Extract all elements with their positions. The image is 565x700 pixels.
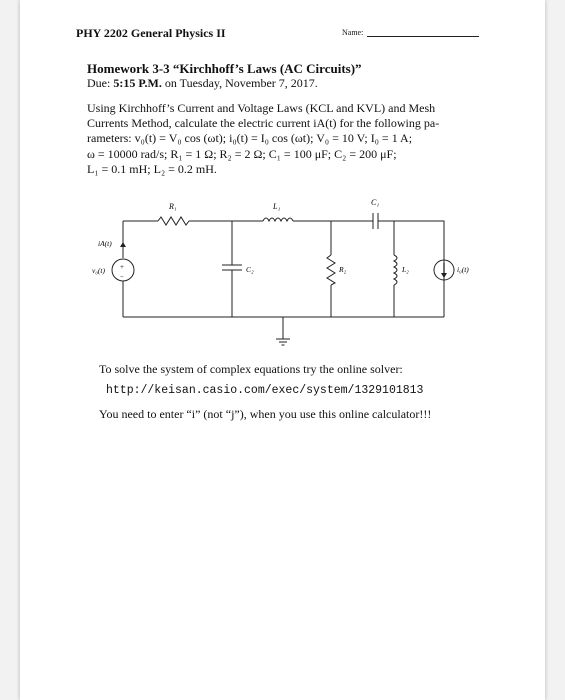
- course-header: PHY 2202 General Physics II: [76, 26, 226, 40]
- problem-line-4: ω = 10000 rad/s; R₁ = 1 Ω; R₂ = 2 Ω; C₁ = 100 μF; C₂ = 200 μF;: [87, 146, 397, 161]
- name-underline: [367, 27, 479, 37]
- problem-line-3: rameters: v₀(t) = V₀ cos (ωt); i₀(t) = I₀ cos (ωt); V₀ = 10 V; I₀ = 1 A;: [87, 131, 413, 146]
- label-l2: L₂: [402, 265, 409, 274]
- resistor-r1: [158, 217, 189, 225]
- label-c2: C₂: [246, 265, 254, 274]
- due-time: 5:15 P.M.: [113, 76, 162, 90]
- inductor-l1: [263, 218, 293, 221]
- label-ia: iA(t): [98, 239, 112, 248]
- label-v0: v₀(t): [92, 266, 106, 275]
- problem-line-1: Using Kirchhoff’s Current and Voltage Laws (KCL and KVL) and Mesh: [87, 101, 436, 115]
- solver-instructions: To solve the system of complex equations try the online solver:: [99, 362, 403, 376]
- current-source-arrowhead: [441, 273, 447, 278]
- label-r2: R₂: [339, 265, 347, 274]
- problem-line-2: Currents Method, calculate the electric current iA(t) for the following pa-: [87, 116, 440, 131]
- resistor-r2: [327, 255, 335, 285]
- calculator-note: You need to enter “i” (not “j”), when you use this online calculator!!!: [99, 407, 432, 421]
- problem-line-5: L₁ = 0.1 mH; L₂ = 0.2 mH.: [87, 161, 217, 176]
- name-label: Name:: [342, 28, 364, 37]
- label-i0: i₀(t): [457, 265, 469, 274]
- inductor-l2: [394, 255, 397, 285]
- current-arrow-ia: [120, 242, 126, 247]
- due-date: on Tuesday, November 7, 2017.: [164, 76, 318, 90]
- label-r1: R₁: [169, 202, 177, 211]
- problem-statement: [87, 101, 495, 177]
- label-plus: +: [120, 263, 124, 271]
- ground-symbol: [276, 339, 290, 345]
- label-minus: −: [120, 273, 124, 281]
- homework-title: Homework 3-3 “Kirchhoff’s Laws (AC Circuits)”: [87, 61, 362, 76]
- circuit-diagram: [68, 195, 488, 355]
- label-c1: C₁: [371, 198, 380, 207]
- solver-url-link[interactable]: http://keisan.casio.com/exec/system/1329101813: [106, 384, 424, 397]
- label-l1: L₁: [273, 202, 281, 211]
- document-page: [20, 0, 545, 700]
- name-field: [342, 27, 479, 37]
- due-line: [87, 76, 318, 91]
- due-prefix: Due:: [87, 76, 111, 90]
